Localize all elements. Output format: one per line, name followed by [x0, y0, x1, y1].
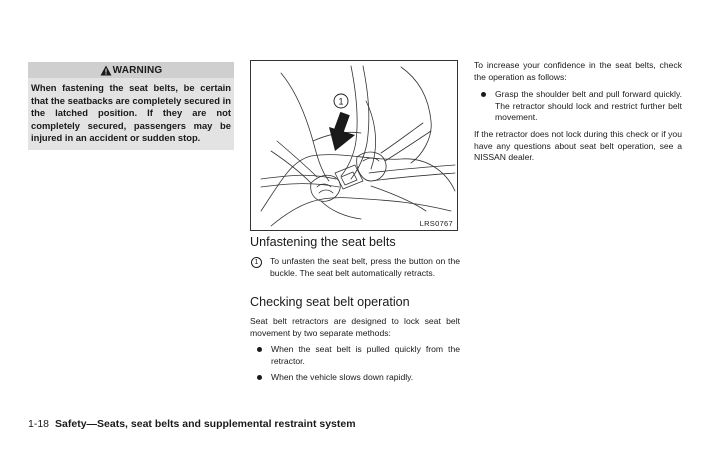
checking-heading: Checking seat belt operation	[250, 295, 410, 309]
step-number-circle: 1	[251, 257, 262, 268]
page-footer	[28, 418, 356, 430]
right-closing: If the retractor does not lock during this check or if you have any questions about seat belt operation, see a NISSAN dealer.	[474, 128, 682, 163]
right-bullet: Grasp the shoulder belt and pull forward quickly. The retractor should lock and restrict further belt movement.	[495, 89, 682, 123]
list-item	[250, 344, 460, 367]
unfastening-step	[250, 256, 460, 279]
bullet-icon	[481, 92, 486, 97]
operation-check-section	[474, 60, 682, 164]
checking-bullet-1: When the seat belt is pulled quickly from the retractor.	[271, 344, 460, 366]
seat-belt-buckle-drawing	[251, 61, 457, 230]
list-item	[250, 372, 460, 384]
checking-intro: Seat belt retractors are designed to lock seat belt movement by two separate methods:	[250, 316, 460, 338]
list-item	[474, 89, 682, 124]
checking-bullet-2: When the vehicle slows down rapidly.	[271, 372, 414, 383]
unfastening-heading: Unfastening the seat belts	[250, 235, 396, 249]
warning-text: When fastening the seat belts, be certain that the seatbacks are completely secured in the latched position. If they are not completely secured, passengers may be injured in an accident or sudden stop.	[28, 78, 234, 150]
warning-header	[28, 62, 234, 78]
page-number: 1-18	[28, 418, 50, 430]
right-intro: To increase your confidence in the seat belts, check the operation as follows:	[474, 60, 682, 82]
section-title: Safety—Seats, seat belts and supplemental restraint system	[55, 418, 356, 430]
bullet-icon	[257, 375, 262, 380]
figure-code: LRS0767	[419, 219, 453, 228]
warning-title: WARNING	[112, 64, 163, 76]
callout-number: 1	[338, 96, 344, 107]
unfastening-section	[250, 235, 460, 279]
seat-belt-illustration	[250, 60, 458, 231]
warning-triangle-icon	[100, 65, 112, 76]
unfastening-step-text: To unfasten the seat belt, press the button on the buckle. The seat belt automatically retracts.	[270, 256, 460, 278]
warning-box	[28, 62, 234, 150]
checking-section	[250, 295, 460, 384]
bullet-icon	[257, 347, 262, 352]
